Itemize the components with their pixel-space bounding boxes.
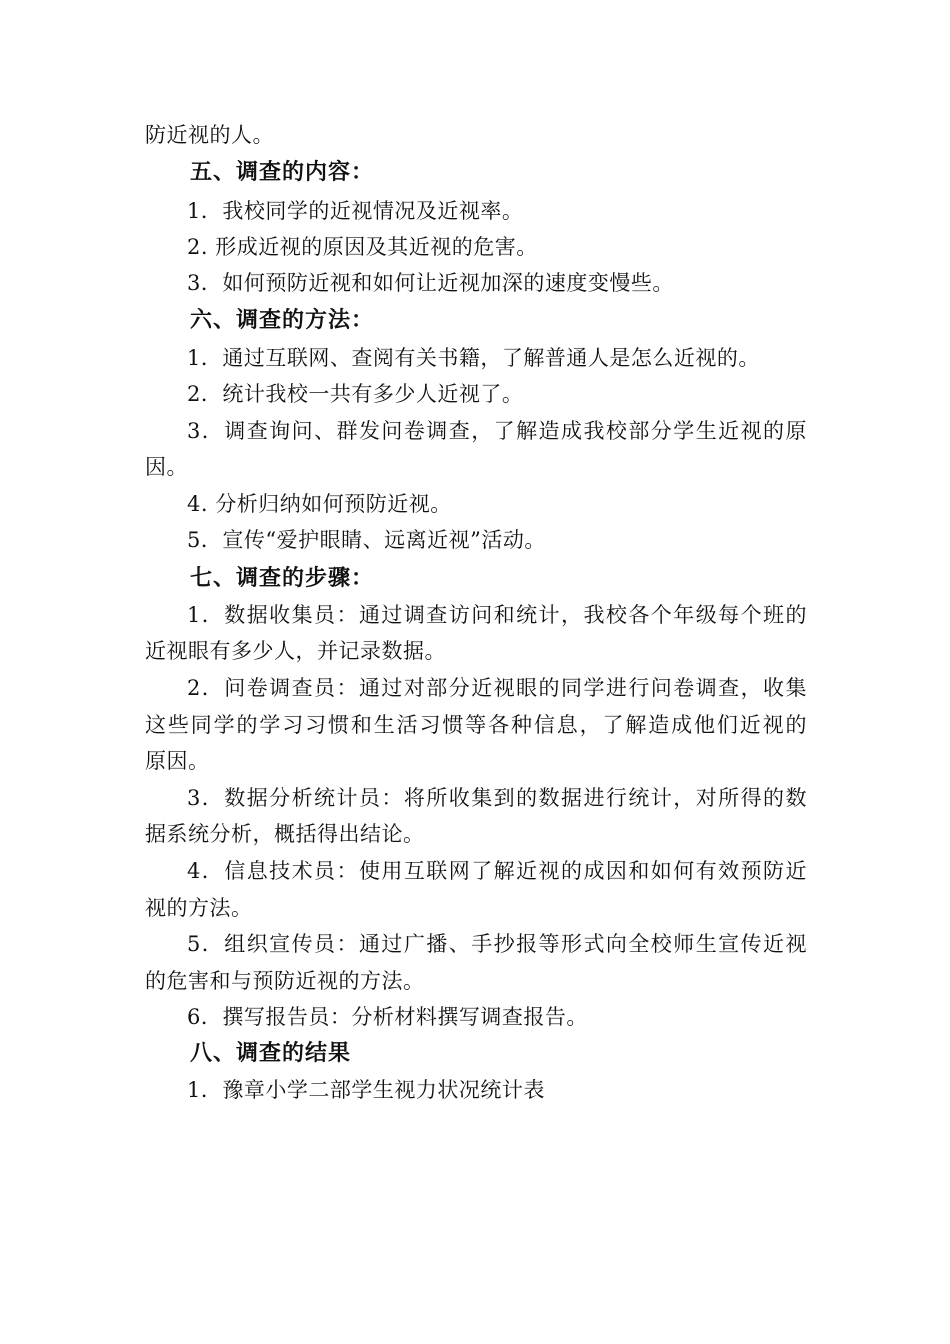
section-heading-method: 六、调查的方法： <box>190 308 375 333</box>
list-item: 4. 分析归纳如何预防近视。 <box>187 492 452 516</box>
list-item: 2．问卷调查员：通过对部分近视眼的同学进行问卷调查，收集 <box>187 676 807 700</box>
list-item: 1．我校同学的近视情况及近视率。 <box>187 199 524 223</box>
paragraph-line: 的危害和与预防近视的方法。 <box>145 969 425 993</box>
paragraph-line: 视的方法。 <box>145 896 253 920</box>
paragraph-line: 防近视的人。 <box>145 123 274 147</box>
paragraph-line: 这些同学的学习习惯和生活习惯等各种信息，了解造成他们近视的 <box>145 713 807 737</box>
section-heading-content: 五、调查的内容： <box>190 160 375 185</box>
list-item: 4．信息技术员：使用互联网了解近视的成因和如何有效预防近 <box>187 859 807 883</box>
list-item: 2．统计我校一共有多少人近视了。 <box>187 382 524 406</box>
list-item: 1．数据收集员：通过调查访问和统计，我校各个年级每个班的 <box>187 603 807 627</box>
paragraph-line: 近视眼有多少人，并记录数据。 <box>145 639 446 663</box>
list-item: 1．豫章小学二部学生视力状况统计表 <box>187 1078 545 1102</box>
list-item: 2. 形成近视的原因及其近视的危害。 <box>187 235 538 259</box>
list-item: 3．如何预防近视和如何让近视加深的速度变慢些。 <box>187 271 674 295</box>
list-item: 6．撰写报告员：分析材料撰写调查报告。 <box>187 1005 588 1029</box>
paragraph-line: 因。 <box>145 455 188 479</box>
paragraph-line: 据系统分析，概括得出结论。 <box>145 822 425 846</box>
list-item: 3．数据分析统计员：将所收集到的数据进行统计，对所得的数 <box>187 786 807 810</box>
section-heading-steps: 七、调查的步骤： <box>190 566 375 591</box>
list-item: 5．组织宣传员：通过广播、手抄报等形式向全校师生宣传近视 <box>187 932 807 956</box>
list-item: 5．宣传“爱护眼睛、远离近视”活动。 <box>187 528 546 552</box>
section-heading-results: 八、调查的结果 <box>190 1041 352 1066</box>
paragraph-line: 原因。 <box>145 749 210 773</box>
list-item: 3．调查询问、群发问卷调查，了解造成我校部分学生近视的原 <box>187 419 807 443</box>
list-item: 1．通过互联网、查阅有关书籍，了解普通人是怎么近视的。 <box>187 346 760 370</box>
